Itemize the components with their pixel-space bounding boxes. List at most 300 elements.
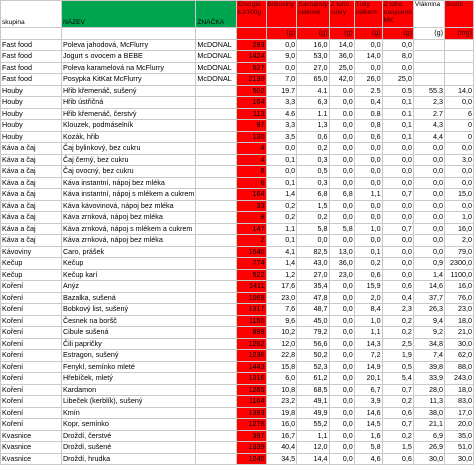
col-header-nazev[interactable]: NÁZEV (61, 1, 195, 28)
cell-vlaknina[interactable]: 0,0 (413, 177, 444, 189)
cell-energie[interactable]: 1443 (237, 361, 267, 373)
cell-sacharidy[interactable]: 16,0 (297, 39, 329, 51)
cell-z-toho-nasycene[interactable]: 0,0 (382, 246, 413, 258)
cell-tuky[interactable]: 4,6 (354, 453, 382, 465)
cell-skupina[interactable]: Koření (1, 338, 62, 350)
cell-skupina[interactable]: Houby (1, 131, 62, 143)
cell-tuky[interactable]: 14,9 (354, 361, 382, 373)
cell-sodik[interactable]: 23,0 (445, 304, 474, 316)
cell-z-toho-cukry[interactable]: 0,0 (329, 384, 354, 396)
cell-znacka[interactable]: McDONAL (196, 39, 237, 51)
cell-skupina[interactable]: Fast food (1, 39, 62, 51)
cell-nazev[interactable]: Droždí, sušené (61, 442, 195, 454)
cell-z-toho-cukry[interactable]: 0,0 (329, 166, 354, 178)
cell-sodik[interactable]: 30,0 (445, 338, 474, 350)
cell-z-toho-nasycene[interactable]: 0,6 (382, 407, 413, 419)
cell-skupina[interactable]: Káva a čaj (1, 143, 62, 155)
units-cell[interactable]: (g) (266, 28, 297, 40)
cell-vlaknina[interactable]: 55.3 (413, 85, 444, 97)
cell-znacka[interactable] (196, 154, 237, 166)
cell-znacka[interactable] (196, 304, 237, 316)
units-cell[interactable]: (g) (382, 28, 413, 40)
cell-z-toho-cukry[interactable]: 0,0 (329, 453, 354, 465)
cell-tuky[interactable]: 14,0 (354, 51, 382, 63)
cell-bilkoviny[interactable]: 10,8 (266, 384, 297, 396)
cell-vlaknina[interactable]: 0,9 (413, 258, 444, 270)
cell-bilkoviny[interactable]: 4,1 (266, 246, 297, 258)
cell-bilkoviny[interactable]: 19.7 (266, 85, 297, 97)
units-cell[interactable] (1, 28, 62, 40)
cell-znacka[interactable] (196, 200, 237, 212)
cell-z-toho-nasycene[interactable]: 0,2 (382, 327, 413, 339)
col-header-sodik[interactable] (445, 1, 474, 28)
cell-sodik[interactable]: 51,0 (445, 442, 474, 454)
cell-bilkoviny[interactable]: 0,2 (266, 200, 297, 212)
cell-nazev[interactable]: Caro, prášek (61, 246, 195, 258)
cell-sacharidy[interactable]: 1.1 (297, 108, 329, 120)
cell-z-toho-cukry[interactable]: 0,0 (329, 120, 354, 132)
cell-tuky[interactable]: 26,0 (354, 74, 382, 86)
cell-energie[interactable]: 1150 (237, 315, 267, 327)
cell-bilkoviny[interactable]: 0,0 (266, 39, 297, 51)
cell-vlaknina[interactable]: 30,0 (413, 453, 444, 465)
cell-nazev[interactable]: Čaj černý, bez cukru (61, 154, 195, 166)
cell-znacka[interactable] (196, 315, 237, 327)
cell-bilkoviny[interactable]: 40,4 (266, 442, 297, 454)
cell-vlaknina[interactable] (413, 51, 444, 63)
cell-energie[interactable]: 1240 (237, 453, 267, 465)
cell-skupina[interactable]: Koření (1, 281, 62, 293)
cell-energie[interactable]: 1262 (237, 338, 267, 350)
cell-energie[interactable]: 1236 (237, 350, 267, 362)
cell-sacharidy[interactable]: 79,2 (297, 327, 329, 339)
cell-vlaknina[interactable]: 21,1 (413, 419, 444, 431)
cell-sodik[interactable]: 18,0 (445, 315, 474, 327)
cell-bilkoviny[interactable]: 23,2 (266, 396, 297, 408)
cell-sodik[interactable]: 18,0 (445, 384, 474, 396)
cell-z-toho-cukry[interactable]: 25,0 (329, 62, 354, 74)
cell-z-toho-cukry[interactable]: 0,0 (329, 177, 354, 189)
cell-sacharidy[interactable]: 0,3 (297, 154, 329, 166)
cell-vlaknina[interactable]: 0,0 (413, 223, 444, 235)
cell-sacharidy[interactable]: 50,2 (297, 350, 329, 362)
cell-sacharidy[interactable]: 68,5 (297, 384, 329, 396)
cell-tuky[interactable]: 0,0 (354, 143, 382, 155)
cell-energie[interactable]: 97 (237, 120, 267, 132)
cell-znacka[interactable] (196, 108, 237, 120)
col-header-z-toho-cukry[interactable] (329, 1, 354, 28)
cell-z-toho-nasycene[interactable]: 0,7 (382, 384, 413, 396)
cell-sacharidy[interactable]: 35,4 (297, 281, 329, 293)
cell-znacka[interactable] (196, 177, 237, 189)
cell-nazev[interactable]: Posypka KitKat McFlurry (61, 74, 195, 86)
cell-bilkoviny[interactable]: 19,8 (266, 407, 297, 419)
cell-z-toho-cukry[interactable]: 0,0 (329, 131, 354, 143)
cell-sacharidy[interactable]: 82,5 (297, 246, 329, 258)
units-cell[interactable] (61, 28, 195, 40)
cell-z-toho-cukry[interactable]: 0,0 (329, 430, 354, 442)
cell-nazev[interactable]: Estragon, sušený (61, 350, 195, 362)
cell-sodik[interactable]: 0 (445, 120, 474, 132)
cell-skupina[interactable]: Kvasnice (1, 442, 62, 454)
cell-energie[interactable]: 1424 (237, 51, 267, 63)
cell-vlaknina[interactable]: 0,0 (413, 166, 444, 178)
cell-sacharidy[interactable]: 1,5 (297, 200, 329, 212)
cell-skupina[interactable]: Houby (1, 85, 62, 97)
cell-nazev[interactable]: Kardamon (61, 384, 195, 396)
cell-energie[interactable]: 1411 (237, 281, 267, 293)
cell-z-toho-nasycene[interactable]: 2,3 (382, 304, 413, 316)
cell-z-toho-cukry[interactable]: 0,0 (329, 315, 354, 327)
cell-bilkoviny[interactable]: 6,0 (266, 373, 297, 385)
cell-tuky[interactable]: 0,0 (354, 177, 382, 189)
cell-skupina[interactable]: Kvasnice (1, 430, 62, 442)
cell-sodik[interactable]: 0,0 (445, 177, 474, 189)
cell-energie[interactable]: 6 (237, 177, 267, 189)
cell-z-toho-nasycene[interactable]: 1,9 (382, 350, 413, 362)
cell-skupina[interactable]: Koření (1, 292, 62, 304)
cell-sodik[interactable] (445, 62, 474, 74)
cell-skupina[interactable]: Koření (1, 304, 62, 316)
cell-z-toho-cukry[interactable]: 0,0 (329, 97, 354, 109)
cell-sacharidy[interactable]: 53,0 (297, 51, 329, 63)
cell-z-toho-nasycene[interactable]: 0,6 (382, 453, 413, 465)
cell-znacka[interactable] (196, 120, 237, 132)
cell-z-toho-cukry[interactable]: 0,0 (329, 396, 354, 408)
cell-znacka[interactable] (196, 350, 237, 362)
cell-bilkoviny[interactable]: 0,1 (266, 235, 297, 247)
cell-energie[interactable]: 113 (237, 108, 267, 120)
cell-energie[interactable]: 8 (237, 212, 267, 224)
cell-vlaknina[interactable]: 9,2 (413, 327, 444, 339)
cell-z-toho-cukry[interactable]: 0.0 (329, 85, 354, 97)
cell-z-toho-nasycene[interactable]: 0,0 (382, 200, 413, 212)
cell-tuky[interactable]: 5,8 (354, 442, 382, 454)
cell-nazev[interactable]: Kozák, hřib (61, 131, 195, 143)
cell-sacharidy[interactable]: 4.1 (297, 85, 329, 97)
units-cell[interactable] (196, 28, 237, 40)
cell-z-toho-nasycene[interactable]: 2,5 (382, 338, 413, 350)
cell-nazev[interactable]: Káva zrnková, nápoj s mlékem a cukrem (61, 223, 195, 235)
cell-energie[interactable]: 1339 (237, 442, 267, 454)
cell-z-toho-nasycene[interactable]: 0,0 (382, 62, 413, 74)
cell-znacka[interactable]: McDONAL (196, 62, 237, 74)
cell-nazev[interactable]: Čaj bylinkový, bez cukru (61, 143, 195, 155)
cell-sodik[interactable] (445, 51, 474, 63)
cell-z-toho-cukry[interactable]: 0,0 (329, 292, 354, 304)
cell-z-toho-nasycene[interactable]: 0,0 (382, 154, 413, 166)
cell-sodik[interactable]: 62,0 (445, 350, 474, 362)
cell-skupina[interactable]: Káva a čaj (1, 200, 62, 212)
cell-z-toho-nasycene[interactable]: 0,7 (382, 189, 413, 201)
cell-sacharidy[interactable]: 1,1 (297, 430, 329, 442)
cell-bilkoviny[interactable]: 7,0 (266, 74, 297, 86)
cell-sacharidy[interactable]: 0,2 (297, 212, 329, 224)
cell-skupina[interactable]: Káva a čaj (1, 189, 62, 201)
cell-bilkoviny[interactable]: 0,1 (266, 154, 297, 166)
cell-z-toho-nasycene[interactable]: 0,0 (382, 39, 413, 51)
cell-vlaknina[interactable]: 26,3 (413, 304, 444, 316)
cell-z-toho-nasycene[interactable]: 0,1 (382, 97, 413, 109)
cell-sodik[interactable]: 35,0 (445, 430, 474, 442)
cell-bilkoviny[interactable]: 23,0 (266, 292, 297, 304)
cell-vlaknina[interactable]: 34,8 (413, 338, 444, 350)
cell-z-toho-nasycene[interactable]: 25,0 (382, 74, 413, 86)
cell-bilkoviny[interactable]: 1,4 (266, 258, 297, 270)
cell-sacharidy[interactable]: 43,0 (297, 258, 329, 270)
cell-znacka[interactable] (196, 281, 237, 293)
cell-energie[interactable]: 1316 (237, 373, 267, 385)
cell-vlaknina[interactable]: 0,0 (413, 212, 444, 224)
cell-nazev[interactable]: Káva zrnková, nápoj bez mléka (61, 235, 195, 247)
cell-vlaknina[interactable] (413, 74, 444, 86)
cell-znacka[interactable] (196, 384, 237, 396)
col-header-vlaknina[interactable] (413, 1, 444, 28)
cell-bilkoviny[interactable]: 0,0 (266, 62, 297, 74)
cell-tuky[interactable]: 0,0 (354, 235, 382, 247)
cell-tuky[interactable]: 15,9 (354, 281, 382, 293)
cell-nazev[interactable]: Kečup karí (61, 269, 195, 281)
cell-bilkoviny[interactable]: 22,8 (266, 350, 297, 362)
cell-z-toho-nasycene[interactable]: 8,0 (382, 51, 413, 63)
units-cell[interactable]: (g) (297, 28, 329, 40)
cell-energie[interactable]: 147 (237, 223, 267, 235)
cell-tuky[interactable]: 3,9 (354, 396, 382, 408)
cell-znacka[interactable] (196, 373, 237, 385)
cell-z-toho-cukry[interactable]: 0,0 (329, 327, 354, 339)
cell-skupina[interactable]: Kečup (1, 258, 62, 270)
cell-tuky[interactable]: 0,0 (354, 62, 382, 74)
cell-bilkoviny[interactable]: 4.6 (266, 108, 297, 120)
cell-znacka[interactable] (196, 396, 237, 408)
cell-skupina[interactable]: Koření (1, 373, 62, 385)
cell-z-toho-cukry[interactable]: 0,0 (329, 200, 354, 212)
cell-skupina[interactable]: Koření (1, 327, 62, 339)
cell-nazev[interactable]: Bazalka, sušená (61, 292, 195, 304)
cell-nazev[interactable]: Hřebíček, mletý (61, 373, 195, 385)
cell-z-toho-nasycene[interactable]: 0.5 (382, 85, 413, 97)
cell-skupina[interactable]: Koření (1, 361, 62, 373)
cell-nazev[interactable]: Káva instantní, nápoj s mlékem a cukrem (62, 189, 195, 198)
cell-sacharidy[interactable]: 6,8 (297, 189, 329, 201)
cell-vlaknina[interactable]: 26,9 (413, 442, 444, 454)
cell-znacka[interactable]: McDONAL (196, 74, 237, 86)
cell-tuky[interactable]: 7,2 (354, 350, 382, 362)
cell-sacharidy[interactable]: 0,5 (297, 166, 329, 178)
cell-znacka[interactable] (196, 338, 237, 350)
cell-tuky[interactable]: 2.5 (354, 85, 382, 97)
units-cell[interactable] (237, 28, 267, 40)
cell-tuky[interactable]: 14,6 (354, 407, 382, 419)
cell-vlaknina[interactable]: 0,0 (413, 154, 444, 166)
cell-bilkoviny[interactable]: 7,6 (266, 304, 297, 316)
cell-sacharidy[interactable]: 56,6 (297, 338, 329, 350)
cell-znacka[interactable] (196, 166, 237, 178)
cell-z-toho-cukry[interactable]: 36,0 (329, 258, 354, 270)
cell-sodik[interactable]: 0,0 (445, 97, 474, 109)
cell-nazev[interactable]: Anýz (61, 281, 195, 293)
cell-znacka[interactable] (196, 258, 237, 270)
cell-vlaknina[interactable] (413, 39, 444, 51)
cell-skupina[interactable]: Kvasnice (1, 453, 62, 465)
cell-sodik[interactable]: 0 (445, 131, 474, 143)
cell-energie[interactable]: 2 (237, 235, 267, 247)
cell-energie[interactable]: 1278 (237, 419, 267, 431)
cell-z-toho-cukry[interactable]: 0,0 (329, 212, 354, 224)
cell-z-toho-nasycene[interactable]: 0,6 (382, 281, 413, 293)
cell-sacharidy[interactable]: 65,0 (297, 74, 329, 86)
units-cell[interactable]: (g) (354, 28, 382, 40)
cell-energie[interactable]: 164 (237, 97, 267, 109)
cell-energie[interactable]: 1540 (237, 246, 267, 258)
cell-bilkoviny[interactable]: 10,2 (266, 327, 297, 339)
cell-bilkoviny[interactable]: 17,6 (266, 281, 297, 293)
cell-znacka[interactable] (196, 235, 237, 247)
cell-tuky[interactable]: 0,8 (354, 120, 382, 132)
cell-z-toho-cukry[interactable]: 13,0 (329, 246, 354, 258)
cell-z-toho-nasycene[interactable]: 0,2 (382, 315, 413, 327)
cell-bilkoviny[interactable]: 1,1 (266, 223, 297, 235)
cell-z-toho-cukry[interactable]: 5,8 (329, 223, 354, 235)
cell-sodik[interactable]: 20,0 (445, 419, 474, 431)
cell-nazev[interactable]: Hřib křemenáč, čerstvý (61, 108, 195, 120)
cell-nazev[interactable]: Čaj ovocný, bez cukru (61, 166, 195, 178)
cell-z-toho-nasycene[interactable]: 0,4 (382, 292, 413, 304)
cell-energie[interactable]: 899 (237, 327, 267, 339)
cell-z-toho-cukry[interactable]: 0,0 (329, 419, 354, 431)
cell-z-toho-cukry[interactable]: 0.0 (329, 108, 354, 120)
cell-skupina[interactable]: Káva a čaj (1, 235, 62, 247)
cell-skupina[interactable]: Koření (1, 384, 62, 396)
cell-vlaknina[interactable]: 0,0 (413, 235, 444, 247)
cell-tuky[interactable]: 0,0 (354, 39, 382, 51)
cell-z-toho-cukry[interactable]: 0,0 (329, 143, 354, 155)
cell-znacka[interactable] (196, 269, 237, 281)
cell-skupina[interactable]: Koření (1, 396, 62, 408)
cell-vlaknina[interactable]: 2,3 (413, 97, 444, 109)
cell-energie[interactable]: 8 (237, 166, 267, 178)
cell-nazev[interactable]: Poleva karamelová na McFlurry (61, 62, 195, 74)
cell-sacharidy[interactable]: 61,2 (297, 373, 329, 385)
cell-sodik[interactable]: 3,0 (445, 154, 474, 166)
cell-bilkoviny[interactable]: 9,0 (266, 51, 297, 63)
cell-znacka[interactable] (196, 97, 237, 109)
cell-energie[interactable]: 4 (237, 154, 267, 166)
cell-bilkoviny[interactable]: 16,0 (266, 419, 297, 431)
cell-nazev[interactable]: Cibule sušená (61, 327, 195, 339)
cell-skupina[interactable]: Kávoviny (1, 246, 62, 258)
cell-znacka[interactable] (196, 407, 237, 419)
cell-z-toho-nasycene[interactable]: 0,0 (382, 212, 413, 224)
cell-znacka[interactable] (196, 327, 237, 339)
cell-nazev[interactable]: Česnek na boršč (61, 315, 195, 327)
cell-skupina[interactable]: Kečup (1, 269, 62, 281)
cell-tuky[interactable]: 1,0 (354, 315, 382, 327)
cell-sodik[interactable]: 0,0 (445, 200, 474, 212)
cell-bilkoviny[interactable]: 3,3 (266, 120, 297, 132)
cell-z-toho-nasycene[interactable]: 0,0 (382, 235, 413, 247)
cell-energie[interactable]: 33 (237, 200, 267, 212)
col-header-znacka[interactable]: ZNAČKA (196, 1, 237, 28)
cell-energie[interactable]: 774 (237, 258, 267, 270)
cell-tuky[interactable]: 14,5 (354, 419, 382, 431)
cell-z-toho-cukry[interactable]: 0,0 (329, 281, 354, 293)
cell-sodik[interactable]: 6 (445, 108, 474, 120)
cell-znacka[interactable] (196, 442, 237, 454)
cell-znacka[interactable] (196, 361, 237, 373)
cell-bilkoviny[interactable]: 12,0 (266, 338, 297, 350)
cell-tuky[interactable]: 1,0 (354, 223, 382, 235)
cell-vlaknina[interactable]: 7,4 (413, 350, 444, 362)
cell-znacka[interactable] (196, 85, 237, 97)
cell-bilkoviny[interactable]: 0,0 (266, 143, 297, 155)
cell-znacka[interactable] (196, 131, 237, 143)
cell-nazev[interactable]: Kečup (61, 258, 195, 270)
cell-vlaknina[interactable]: 11,3 (413, 396, 444, 408)
cell-tuky[interactable]: 0,1 (354, 246, 382, 258)
cell-vlaknina[interactable]: 38,0 (413, 407, 444, 419)
cell-skupina[interactable]: Koření (1, 315, 62, 327)
cell-sacharidy[interactable]: 0,3 (297, 177, 329, 189)
cell-sodik[interactable]: 79,0 (445, 246, 474, 258)
col-header-tuky[interactable] (354, 1, 382, 28)
cell-energie[interactable]: 397 (237, 430, 267, 442)
cell-z-toho-nasycene[interactable]: 0,5 (382, 361, 413, 373)
cell-energie[interactable]: 522 (237, 269, 267, 281)
cell-znacka[interactable] (196, 246, 237, 258)
col-header-bilkoviny[interactable] (266, 1, 297, 28)
cell-sodik[interactable]: 16,0 (445, 223, 474, 235)
cell-znacka[interactable] (196, 292, 237, 304)
cell-vlaknina[interactable]: 28,0 (413, 384, 444, 396)
cell-sacharidy[interactable]: 49,9 (297, 407, 329, 419)
cell-tuky[interactable]: 1,1 (354, 327, 382, 339)
cell-bilkoviny[interactable]: 3,3 (266, 97, 297, 109)
cell-nazev[interactable]: Čili papričky (61, 338, 195, 350)
cell-vlaknina[interactable]: 0,0 (413, 143, 444, 155)
col-header-z-toho-nasycene[interactable] (382, 1, 413, 28)
cell-vlaknina[interactable] (413, 62, 444, 74)
cell-z-toho-cukry[interactable]: 0,0 (329, 373, 354, 385)
cell-skupina[interactable]: Koření (1, 407, 62, 419)
cell-sacharidy[interactable]: 12,0 (297, 442, 329, 454)
cell-energie[interactable]: 130 (237, 131, 267, 143)
units-cell[interactable]: (mg) (445, 28, 474, 40)
cell-energie[interactable]: 1285 (237, 384, 267, 396)
col-header-sacharidy[interactable] (297, 1, 329, 28)
cell-bilkoviny[interactable]: 0,2 (266, 212, 297, 224)
cell-tuky[interactable]: 6,7 (354, 384, 382, 396)
cell-skupina[interactable]: Káva a čaj (1, 212, 62, 224)
cell-sodik[interactable]: 0,0 (445, 143, 474, 155)
cell-sodik[interactable]: 21,0 (445, 327, 474, 339)
cell-bilkoviny[interactable]: 15,8 (266, 361, 297, 373)
cell-skupina[interactable]: Fast food (1, 62, 62, 74)
cell-vlaknina[interactable]: 4,3 (413, 120, 444, 132)
cell-sodik[interactable]: 30,0 (445, 453, 474, 465)
cell-z-toho-cukry[interactable]: 36,0 (329, 51, 354, 63)
cell-nazev[interactable]: Droždí, čerstvé (61, 430, 195, 442)
cell-nazev[interactable]: Klouzek, podmáselník (61, 120, 195, 132)
cell-znacka[interactable] (196, 143, 237, 155)
cell-sodik[interactable]: 15,0 (445, 189, 474, 201)
cell-energie[interactable]: 2130 (237, 74, 267, 86)
col-header-energie[interactable] (237, 1, 267, 28)
cell-bilkoviny[interactable]: 3,5 (266, 131, 297, 143)
cell-bilkoviny[interactable]: 0,0 (266, 166, 297, 178)
cell-znacka[interactable]: McDONAL (196, 51, 237, 63)
cell-energie[interactable]: 1317 (237, 304, 267, 316)
